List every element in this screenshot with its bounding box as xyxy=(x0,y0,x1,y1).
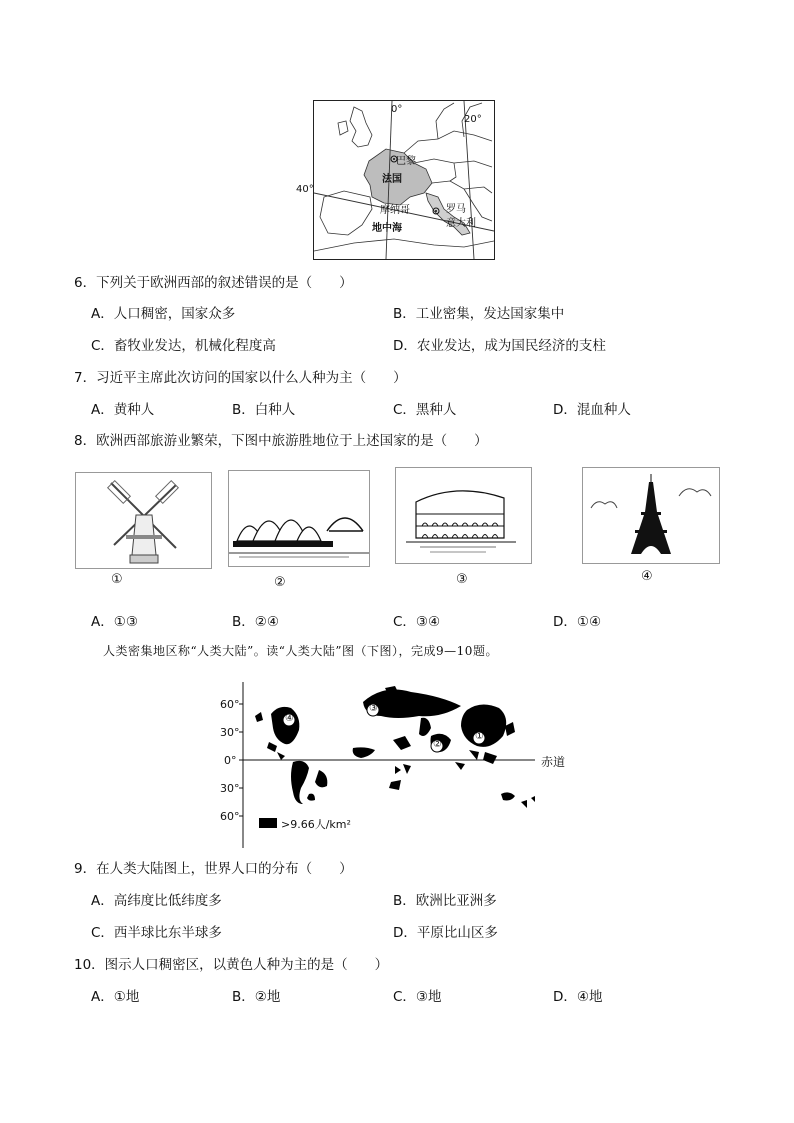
q9-stem: 9．在人类大陆图上，世界人口的分布（ ） xyxy=(74,861,353,877)
q6-option-a[interactable]: A．人口稠密，国家众多 xyxy=(91,306,236,322)
q6-option-b[interactable]: B．工业密集，发达国家集中 xyxy=(393,306,565,322)
q7-option-b[interactable]: B．白种人 xyxy=(232,402,296,418)
lat-0-label: 0° xyxy=(224,754,237,767)
q7-option-a[interactable]: A．黄种人 xyxy=(91,402,155,418)
marker-2-label: ② xyxy=(433,739,442,750)
meridian-0-label: 0° xyxy=(391,104,403,115)
q9-option-c[interactable]: C．西半球比东半球多 xyxy=(91,925,222,941)
monaco-label: 摩纳哥 xyxy=(380,205,410,216)
q10-option-c[interactable]: C．③地 xyxy=(393,989,442,1005)
rome-label: 罗马 xyxy=(446,204,466,215)
marker-1-label: ① xyxy=(475,731,484,742)
legend-label: >9.66人/km² xyxy=(281,818,351,831)
q7-option-c[interactable]: C．黑种人 xyxy=(393,402,457,418)
q6-option-d[interactable]: D．农业发达，成为国民经济的支柱 xyxy=(393,338,606,354)
picture-2-label: ② xyxy=(274,575,286,590)
italy-label: 意大利 xyxy=(446,218,476,229)
q6-option-c[interactable]: C．畜牧业发达，机械化程度高 xyxy=(91,338,276,354)
lat-30n-label: 30° xyxy=(220,726,240,739)
q7-stem: 7．习近平主席此次访问的国家以什么人种为主（ ） xyxy=(74,370,407,386)
lat-60n-label: 60° xyxy=(220,698,240,711)
equator-label: 赤道 xyxy=(541,755,566,769)
q8-option-c[interactable]: C．③④ xyxy=(393,614,441,630)
q10-option-a[interactable]: A．①地 xyxy=(91,989,140,1005)
france-label: 法国 xyxy=(382,174,402,185)
q8-option-b[interactable]: B．②④ xyxy=(232,614,279,630)
picture-1-label: ① xyxy=(111,572,123,587)
picture-3-label: ③ xyxy=(456,572,468,587)
paris-label: 巴黎 xyxy=(396,156,416,167)
population-map xyxy=(215,670,575,850)
q9-option-b[interactable]: B．欧洲比亚洲多 xyxy=(393,893,497,909)
opera-house-picture xyxy=(228,470,370,567)
q10-option-b[interactable]: B．②地 xyxy=(232,989,281,1005)
parallel-40-label: 40° xyxy=(296,184,314,195)
q10-option-d[interactable]: D．④地 xyxy=(553,989,603,1005)
intro-text: 人类密集地区称“人类大陆”。读“人类大陆”图（下图），完成9—10题。 xyxy=(103,644,498,658)
q6-stem: 6．下列关于欧洲西部的叙述错误的是（ ） xyxy=(74,275,353,291)
picture-4-label: ④ xyxy=(641,569,653,584)
q8-stem: 8．欧洲西部旅游业繁荣，下图中旅游胜地位于上述国家的是（ ） xyxy=(74,433,488,449)
q8-option-a[interactable]: A．①③ xyxy=(91,614,138,630)
colosseum-picture xyxy=(395,467,532,564)
mediterranean-label: 地中海 xyxy=(372,223,402,234)
lat-30s-label: 30° xyxy=(220,782,240,795)
marker-4-label: ④ xyxy=(285,713,294,724)
population-map-drawing xyxy=(215,670,575,850)
windmill-picture xyxy=(75,472,212,569)
eiffel-tower-picture xyxy=(582,467,720,564)
q8-option-d[interactable]: D．①④ xyxy=(553,614,602,630)
q9-option-d[interactable]: D．平原比山区多 xyxy=(393,925,498,941)
q9-option-a[interactable]: A．高纬度比低纬度多 xyxy=(91,893,222,909)
marker-3-label: ③ xyxy=(369,703,378,714)
q7-option-d[interactable]: D．混血种人 xyxy=(553,402,631,418)
meridian-20-label: 20° xyxy=(464,114,482,125)
q10-stem: 10．图示人口稠密区，以黄色人种为主的是（ ） xyxy=(74,957,389,973)
lat-60s-label: 60° xyxy=(220,810,240,823)
